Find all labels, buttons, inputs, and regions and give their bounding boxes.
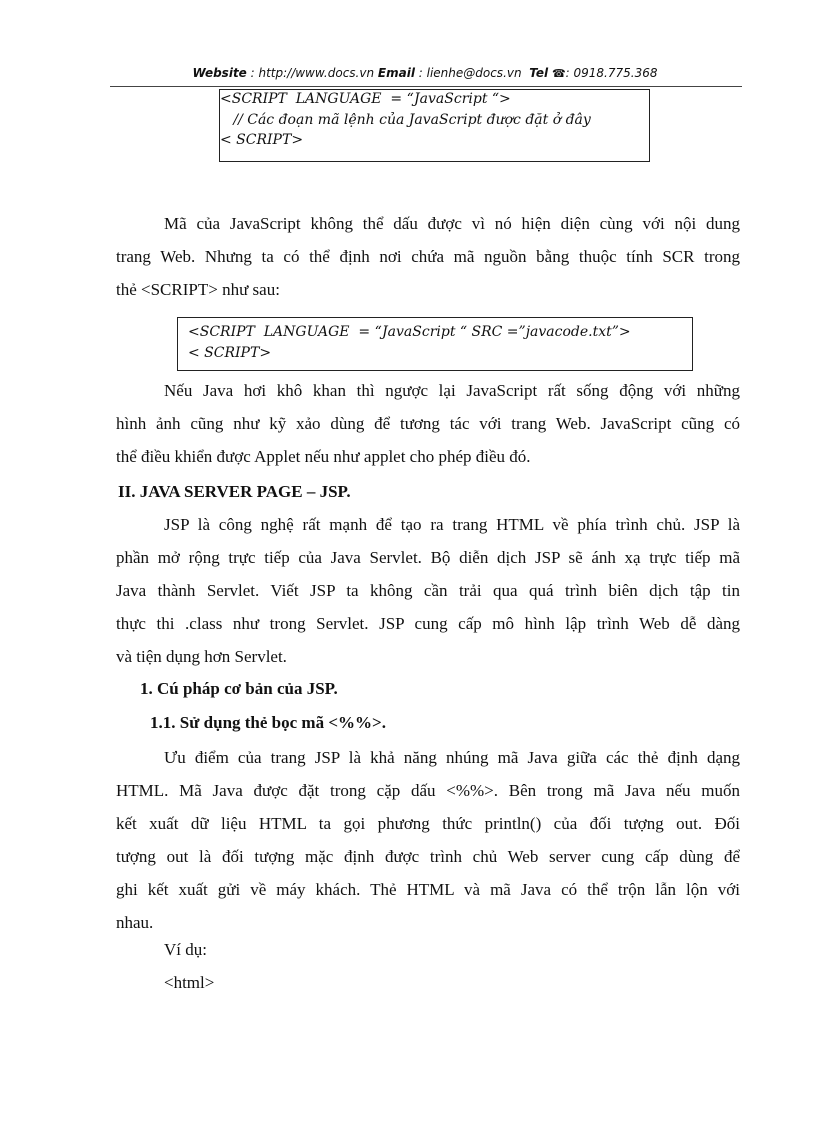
email-address: : lienhe@docs.vn [414,66,522,80]
header-divider [110,86,742,87]
paragraph-line: HTML. Mã Java được đặt trong cặp dấu <%%>. Bên trong mã Java nếu muốn [116,781,740,800]
paragraph-java-vs-javascript [116,374,740,473]
phone-icon: ☎ [551,67,566,80]
paragraph-line: kết xuất dữ liệu HTML ta gọi phương thức println() của đối tượng out. Đối [116,814,740,833]
tel-number: : 0918.775.368 [565,66,658,80]
paragraph-line: nhau. [116,913,154,932]
code-box-script [219,89,650,162]
code-line: // Các đoạn mã lệnh của JavaScript được đặt ở đây [220,112,591,128]
section-heading-jsp: II. JAVA SERVER PAGE – JSP. [118,482,351,501]
paragraph-line: Mã của JavaScript không thể dấu được vì nó hiện diện cùng với nội dung [164,214,740,233]
code-line: <SCRIPT LANGUAGE = “JavaScript “ SRC =”javacode.txt”> [188,324,631,340]
subsection-heading-tags: 1.1. Sử dụng thẻ bọc mã <%%>. [150,713,386,732]
paragraph-jsp-advantages [116,741,740,939]
example-label: Ví dụ: [164,940,207,959]
website-label: Website [192,66,247,80]
paragraph-line: ghi kết xuất gửi về máy khách. Thẻ HTML và mã Java có thể trộn lẫn lộn với [116,880,740,899]
subsection-heading-syntax: 1. Cú pháp cơ bản của JSP. [140,679,338,698]
paragraph-line: Nếu Java hơi khô khan thì ngược lại JavaScript rất sống động với những [164,381,740,400]
paragraph-line: JSP là công nghệ rất mạnh để tạo ra trang HTML về phía trình chủ. JSP là [164,515,740,534]
paragraph-line: Ưu điểm của trang JSP là khả năng nhúng mã Java giữa các thẻ định dạng [164,748,740,767]
paragraph-line: hình ảnh cũng như kỹ xảo dùng để tương tác với trang Web. JavaScript cũng có [116,414,740,433]
code-line: <SCRIPT LANGUAGE = “JavaScript “> [220,91,511,107]
paragraph-line: trang Web. Nhưng ta có thể định nơi chứa mã nguồn bằng thuộc tính SCR trong [116,247,740,266]
website-url: http://www.docs.vn [258,66,375,80]
example-code-line: <html> [164,973,215,992]
website-separator: : [246,66,259,80]
tel-label: Tel [529,66,549,80]
paragraph-javascript-hidden [116,207,740,306]
page-header [110,66,740,80]
code-box-script-src [177,317,693,371]
paragraph-line: tượng out là đối tượng mặc định được trình chủ Web server cung cấp dùng để [116,847,740,866]
email-label: Email [377,66,415,80]
paragraph-line: thể điều khiển được Applet nếu như applet cho phép điều đó. [116,447,531,466]
paragraph-line: thực thi .class như trong Servlet. JSP cung cấp mô hình lập trình Web dễ dàng [116,614,740,633]
paragraph-line: Java thành Servlet. Viết JSP ta không cần trải qua quá trình biên dịch tập tin [116,581,740,600]
paragraph-line: và tiện dụng hơn Servlet. [116,647,287,666]
code-line: < SCRIPT> [188,345,272,361]
code-line: < SCRIPT> [220,132,304,148]
paragraph-line: phần mở rộng trực tiếp của Java Servlet. Bộ diễn dịch JSP sẽ ánh xạ trực tiếp mã [116,548,740,567]
paragraph-jsp-intro [116,508,740,673]
paragraph-line: thẻ <SCRIPT> như sau: [116,280,280,299]
